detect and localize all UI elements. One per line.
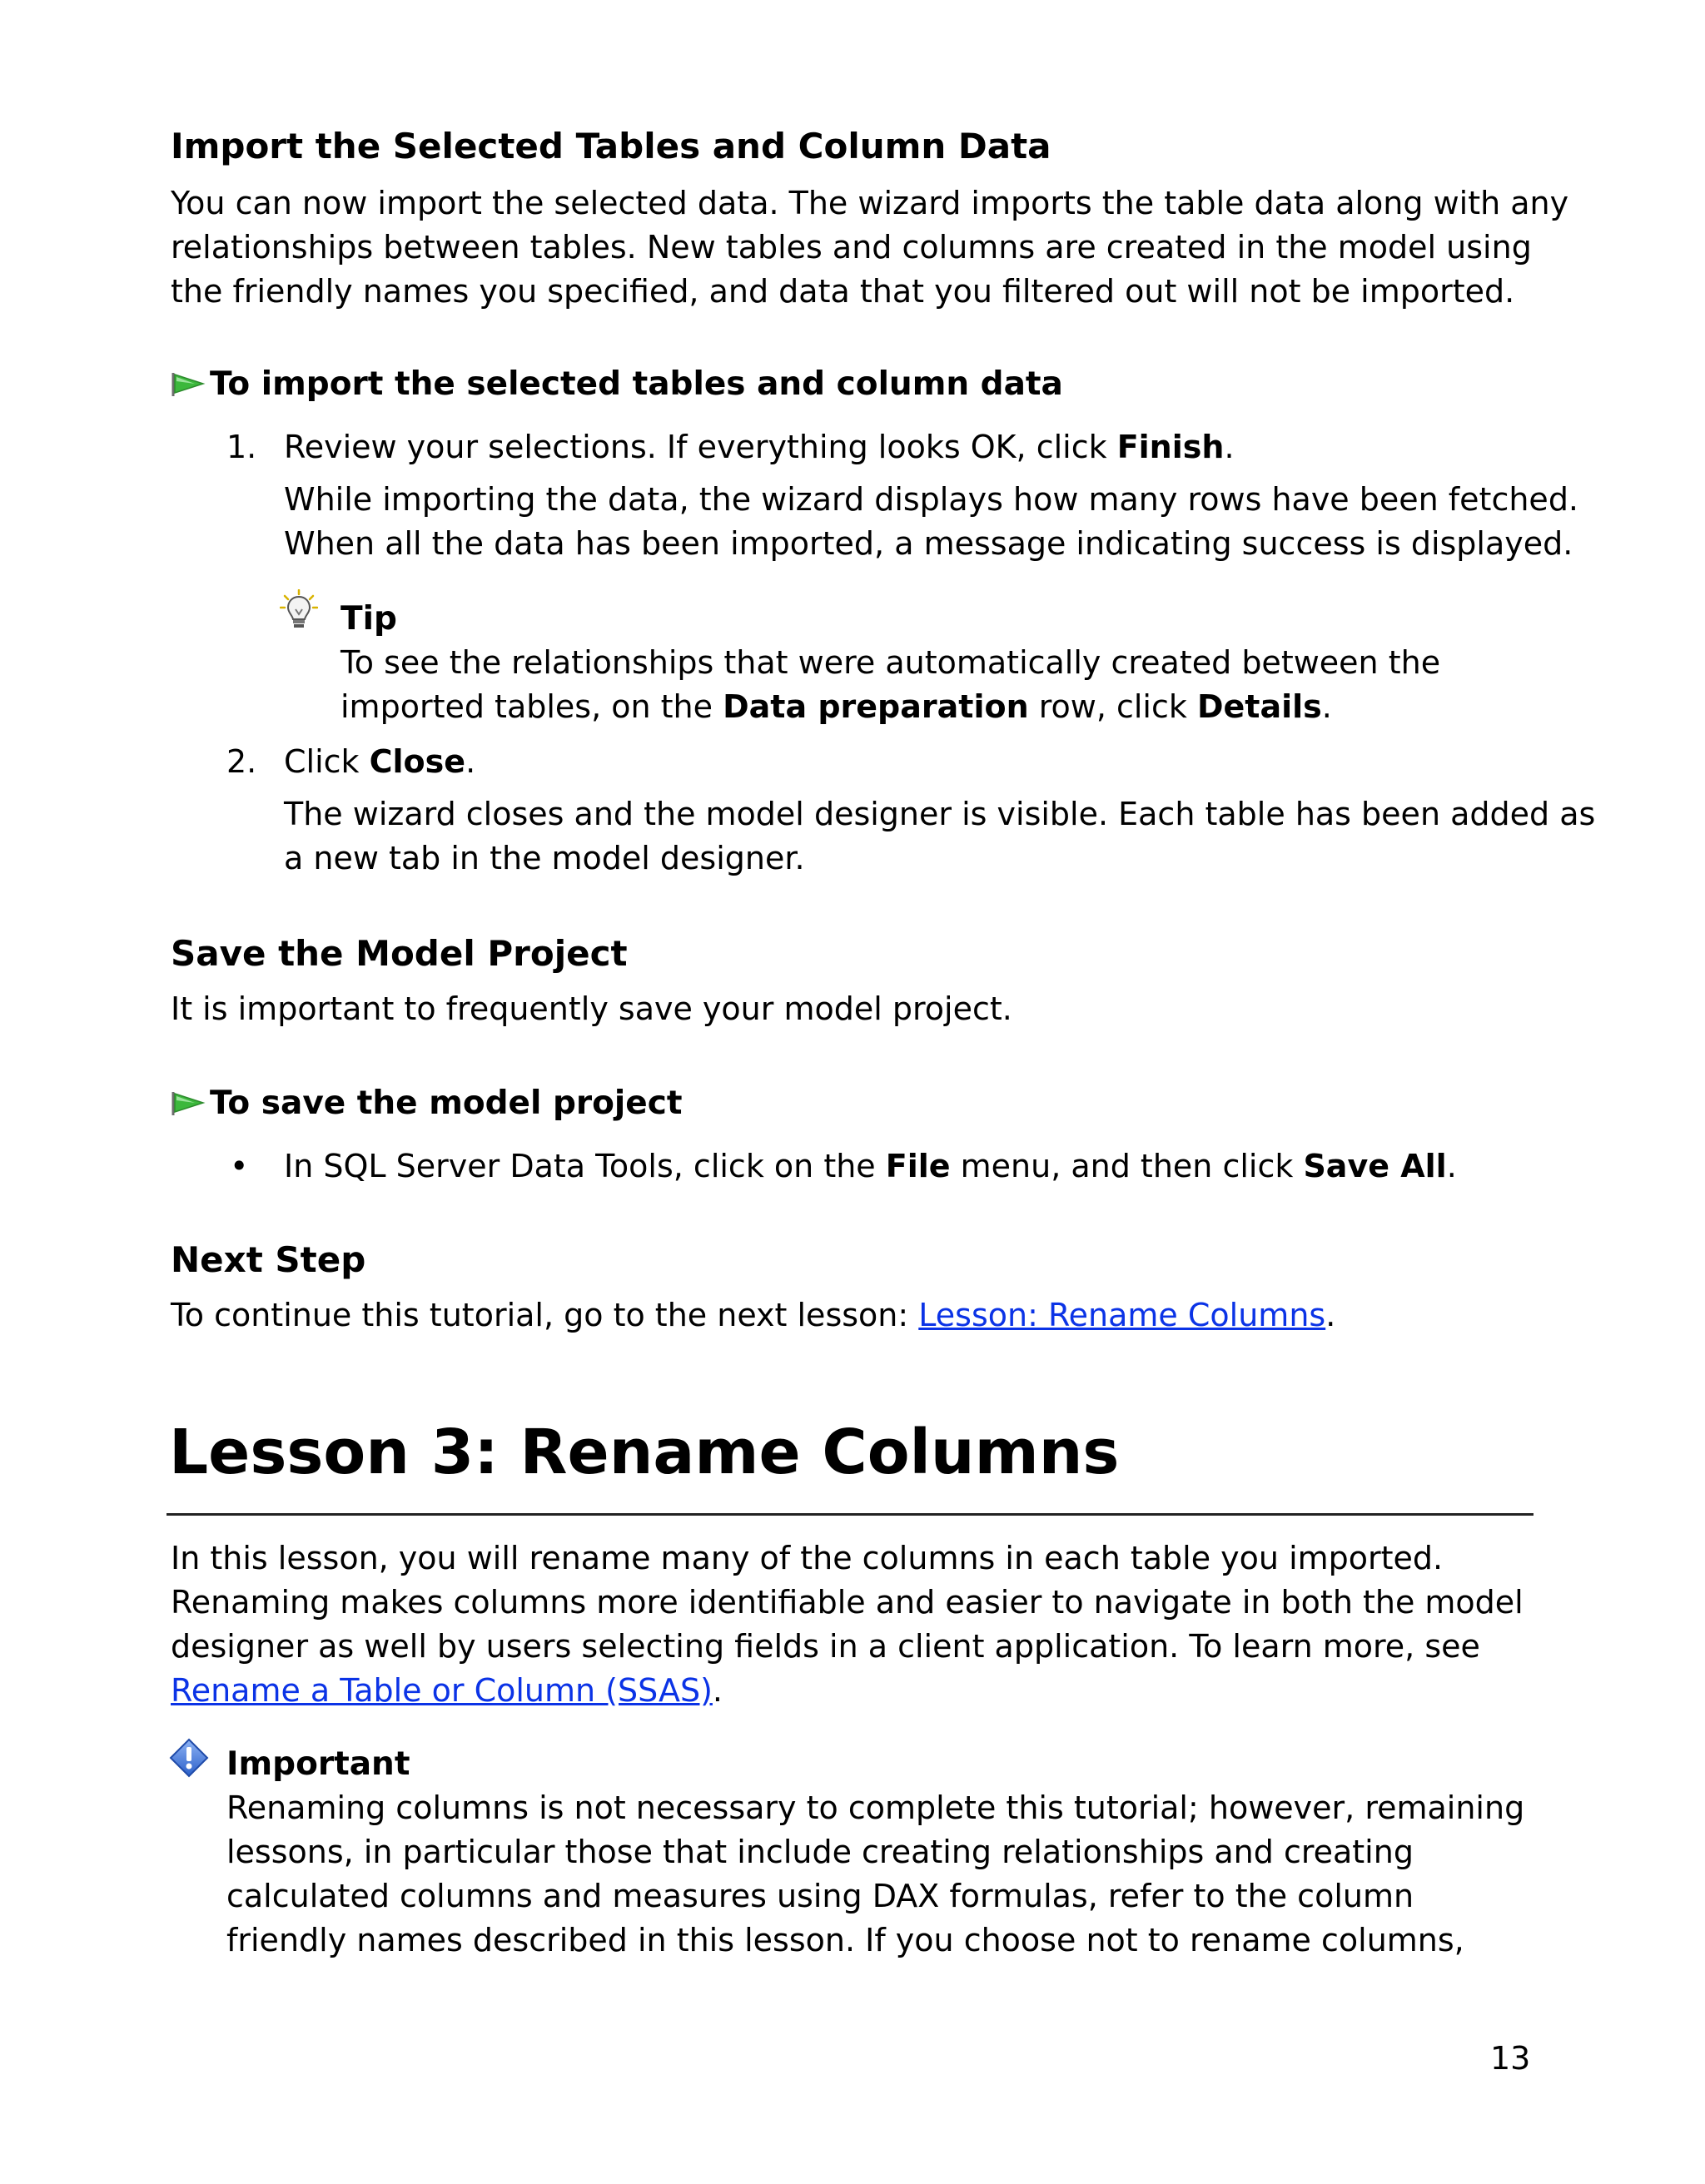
- tip-text: imported tables, on the: [341, 688, 723, 725]
- bullet-marker: •: [230, 1148, 249, 1184]
- section-heading-save: Save the Model Project: [171, 933, 628, 974]
- punctuation: .: [1224, 429, 1235, 465]
- punctuation: .: [1321, 688, 1332, 725]
- important-line: lessons, in particular those that include creating relationships and creating: [226, 1834, 1414, 1870]
- important-line: friendly names described in this lesson. If you choose not to rename columns,: [226, 1922, 1464, 1958]
- step-number: 1.: [226, 429, 257, 465]
- save-intro-paragraph: It is important to frequently save your model project.: [171, 990, 1012, 1027]
- next-step-paragraph: [171, 1293, 1335, 1338]
- info-diamond-icon: [169, 1738, 209, 1778]
- tip-line: [341, 685, 1440, 729]
- step-result-line: The wizard closes and the model designer is visible. Each table has been added as: [284, 796, 1596, 832]
- lesson-intro-paragraph: [171, 1536, 1524, 1713]
- step-result-line: When all the data has been imported, a message indicating success is displayed.: [284, 525, 1573, 562]
- ui-term-save-all: Save All: [1303, 1148, 1447, 1184]
- rename-table-or-column-link[interactable]: Rename a Table or Column (SSAS): [171, 1672, 713, 1709]
- save-step-text: [284, 1144, 1457, 1189]
- tip-body: [341, 641, 1440, 729]
- step-2-result: [284, 792, 1595, 881]
- tip-title: Tip: [341, 600, 397, 638]
- lesson-intro-line: designer as well by users selecting fields in a client application. To learn more, see: [171, 1628, 1480, 1665]
- section-heading-next-step: Next Step: [171, 1239, 366, 1280]
- section-heading-import: Import the Selected Tables and Column Data: [171, 126, 1051, 166]
- step-1-text: [284, 425, 1235, 469]
- step-text: menu, and then click: [950, 1148, 1304, 1184]
- step-2-text: [284, 740, 475, 784]
- ui-term-close: Close: [369, 743, 466, 780]
- procedure-title-save: [170, 1082, 682, 1125]
- important-line: Renaming columns is not necessary to complete this tutorial; however, remaining: [226, 1789, 1525, 1826]
- important-line: calculated columns and measures using DAX formulas, refer to the column: [226, 1878, 1414, 1914]
- import-intro-line: relationships between tables. New tables and columns are created in the model using: [171, 229, 1532, 266]
- page-number: 13: [1490, 2040, 1531, 2077]
- step-text: In SQL Server Data Tools, click on the: [284, 1148, 886, 1184]
- step-1-result: [284, 478, 1578, 566]
- lightbulb-icon: [280, 589, 318, 631]
- lesson-rename-columns-link[interactable]: Lesson: Rename Columns: [918, 1297, 1326, 1333]
- green-arrow-icon: [170, 370, 206, 400]
- step-text: Click: [284, 743, 370, 780]
- green-arrow-icon: [170, 1089, 206, 1119]
- import-intro-paragraph: [171, 181, 1568, 314]
- next-step-text: To continue this tutorial, go to the next lesson:: [171, 1297, 919, 1333]
- import-intro-line: the friendly names you specified, and data that you filtered out will not be imported.: [171, 273, 1515, 310]
- punctuation: .: [465, 743, 476, 780]
- step-result-line: a new tab in the model designer.: [284, 840, 805, 876]
- ui-term-file: File: [885, 1148, 951, 1184]
- import-intro-line: You can now import the selected data. The wizard imports the table data along with any: [171, 185, 1569, 221]
- lesson-title: Lesson 3: Rename Columns: [169, 1417, 1120, 1488]
- punctuation: .: [712, 1672, 723, 1709]
- tip-line: To see the relationships that were automatically created between the: [341, 644, 1441, 681]
- step-number: 2.: [226, 743, 257, 780]
- punctuation: .: [1446, 1148, 1457, 1184]
- lesson-intro-line: [171, 1669, 1524, 1713]
- procedure-title-text: To import the selected tables and column data: [210, 365, 1063, 403]
- lesson-intro-line: In this lesson, you will rename many of the columns in each table you imported.: [171, 1540, 1444, 1576]
- ui-term-details: Details: [1196, 688, 1322, 725]
- ui-term-finish: Finish: [1116, 429, 1225, 465]
- tip-text: row, click: [1028, 688, 1197, 725]
- ui-term-data-preparation: Data preparation: [723, 688, 1029, 725]
- procedure-title-text: To save the model project: [210, 1085, 683, 1122]
- title-divider: [167, 1513, 1534, 1516]
- procedure-title-import: [170, 363, 1063, 406]
- punctuation: .: [1325, 1297, 1336, 1333]
- important-body: [226, 1786, 1524, 1963]
- step-text: Review your selections. If everything looks OK, click: [284, 429, 1117, 465]
- step-result-line: While importing the data, the wizard displays how many rows have been fetched.: [284, 481, 1579, 518]
- important-title: Important: [226, 1745, 410, 1783]
- lesson-intro-line: Renaming makes columns more identifiable and easier to navigate in both the model: [171, 1584, 1524, 1621]
